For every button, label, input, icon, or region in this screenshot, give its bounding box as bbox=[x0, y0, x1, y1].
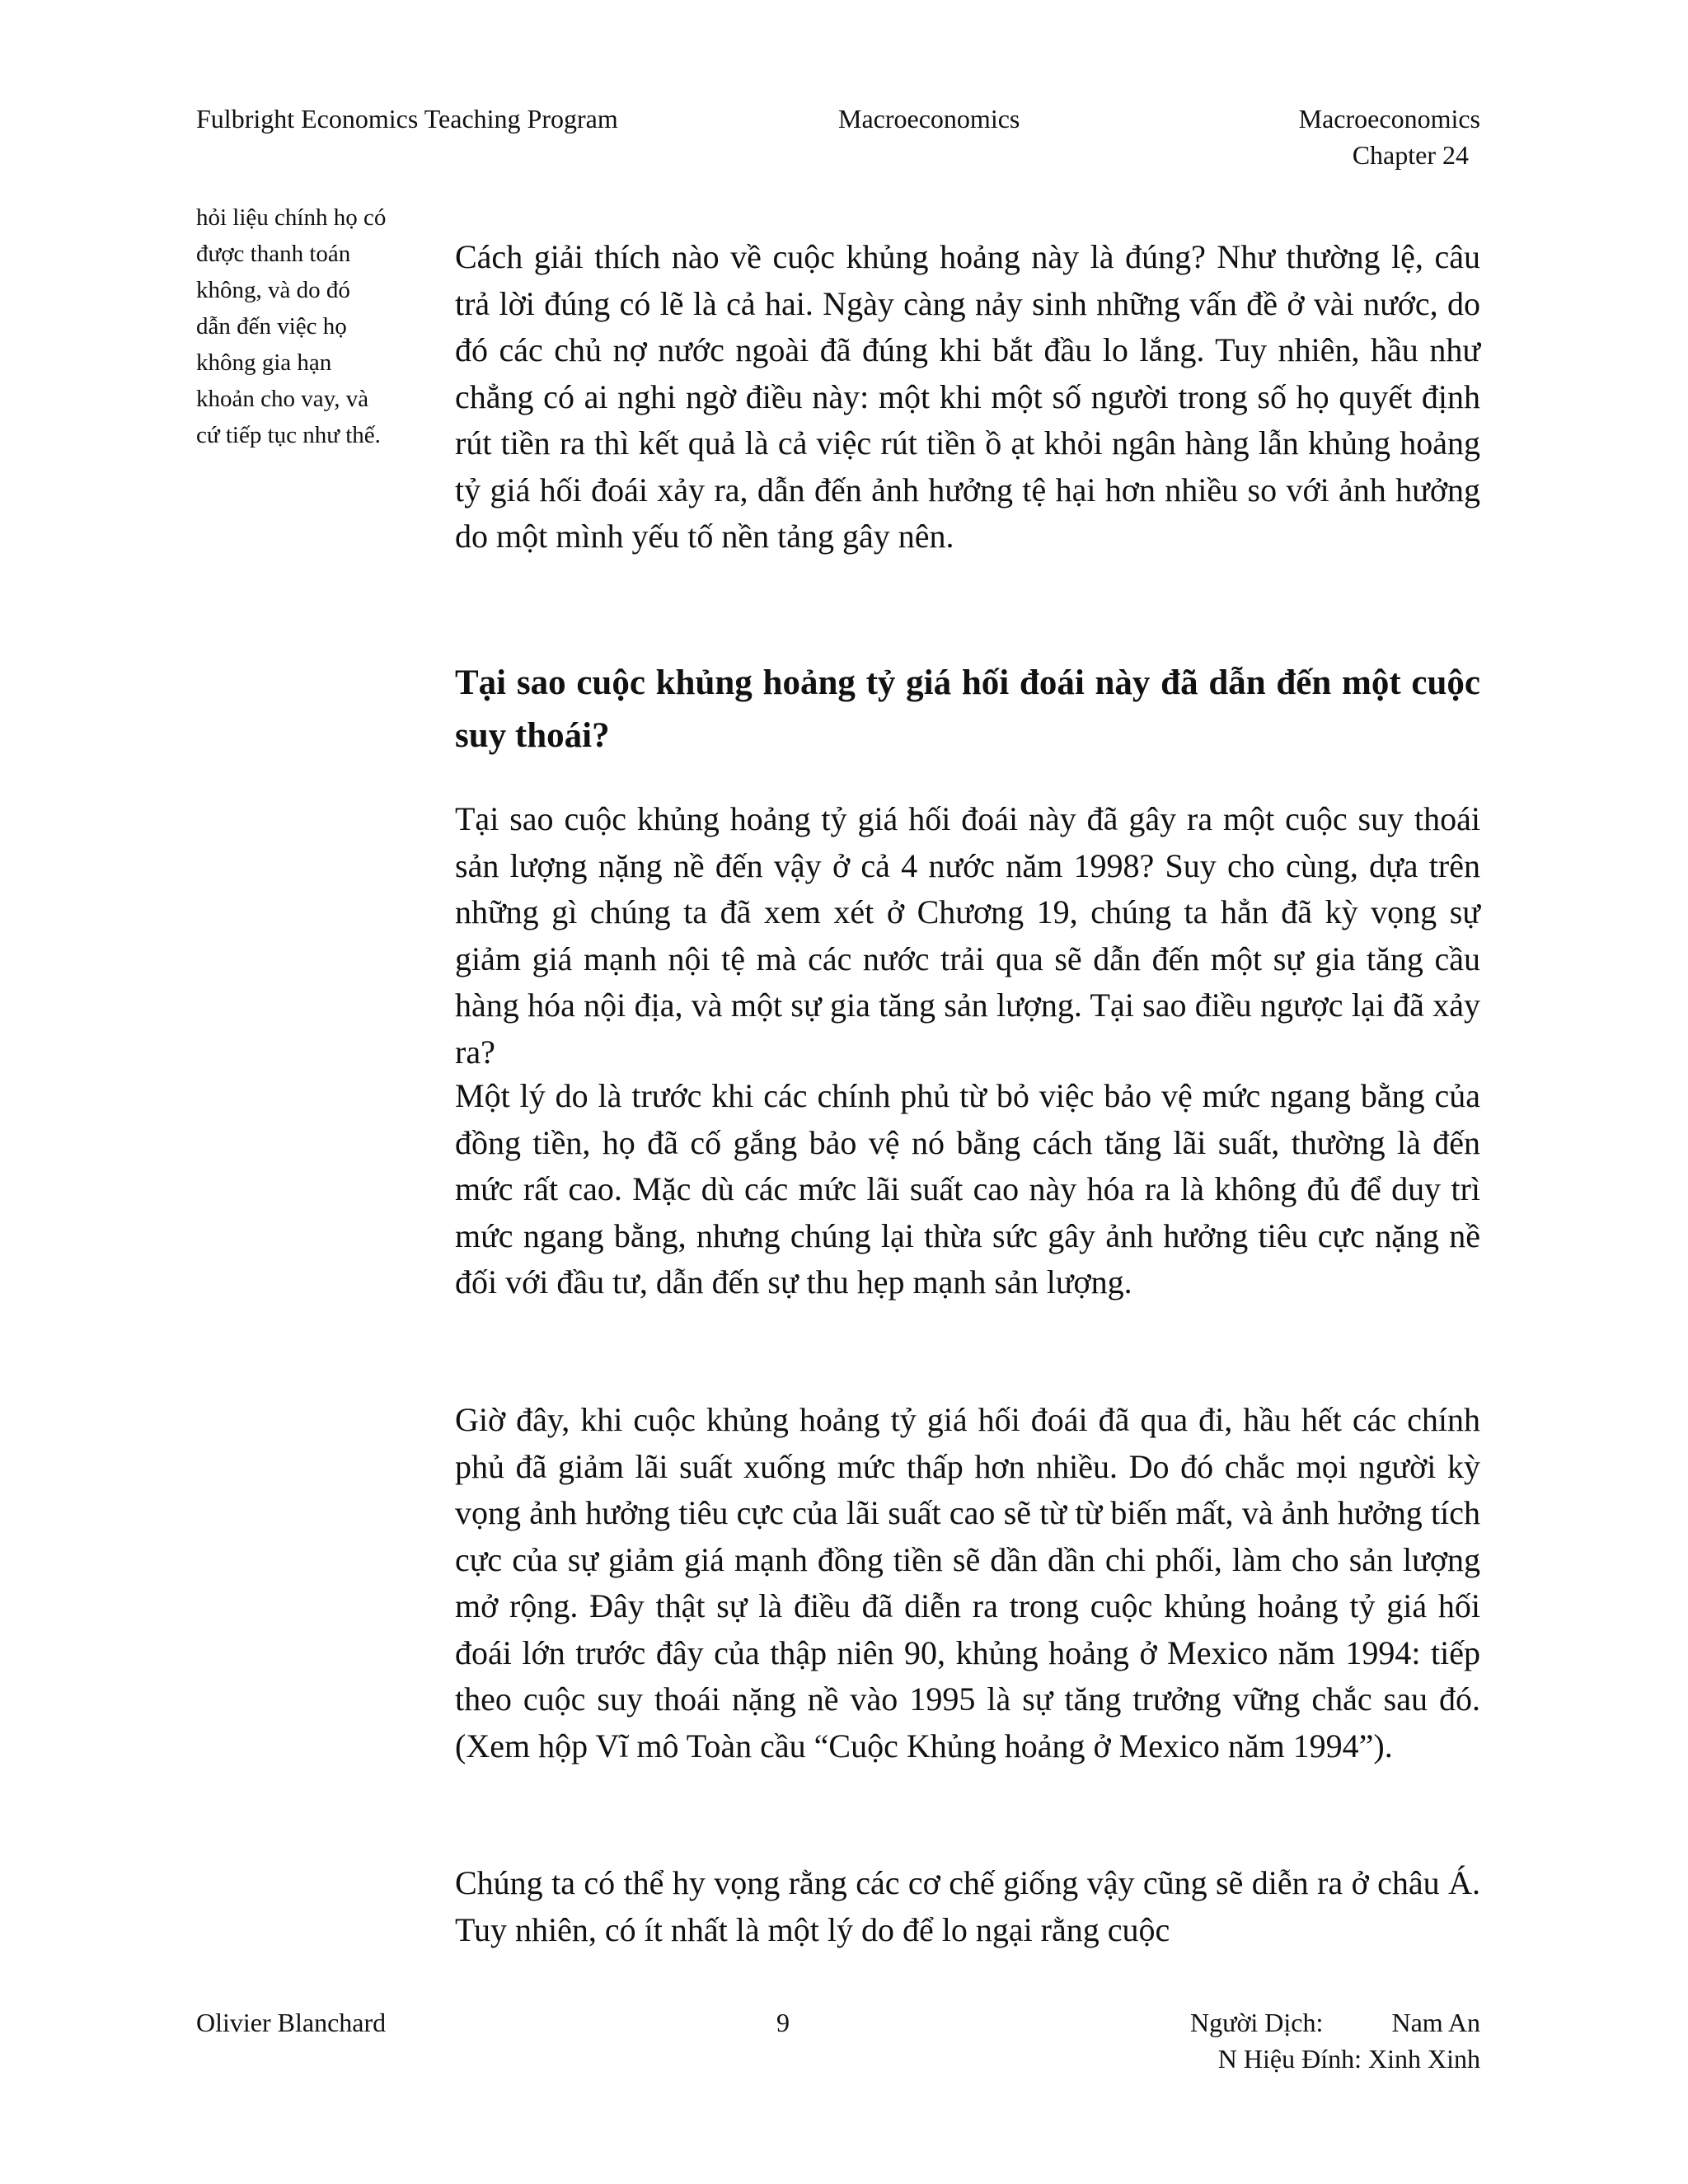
margin-note bbox=[196, 199, 443, 453]
body-paragraph-4: Giờ đây, khi cuộc khủng hoảng tỷ giá hối đoái đã qua đi, hầu hết các chính phủ đã giảm lãi suất xuống mức thấp hơn nhiều. Do đó chắc mọi người kỳ vọng ảnh hưởng tiêu cực của lãi suất cao sẽ từ từ biến mất, và ảnh hưởng tích cực của sự giảm giá mạnh đồng tiền sẽ dần dần chi phối, làm cho sản lượng mở rộng. Đây thật sự là điều đã diễn ra trong cuộc khủng hoảng tỷ giá hối đoái lớn trước đây của thập niên 90, khủng hoảng ở Mexico năm 1994: tiếp theo cuộc suy thoái nặng nề vào 1995 là sự tăng trưởng vững chắc sau đó. (Xem hộp Vĩ mô Toàn cầu “Cuộc Khủng hoảng ở Mexico năm 1994”). bbox=[455, 1401, 1480, 1765]
header-book-title: Macroeconomics bbox=[1298, 104, 1480, 134]
margin-note-line: hỏi liệu chính họ có bbox=[196, 204, 387, 231]
margin-note-line: dẫn đến việc họ bbox=[196, 313, 347, 340]
body-paragraph-5: Chúng ta có thể hy vọng rằng các cơ chế giống vậy cũng sẽ diễn ra ở châu Á. Tuy nhiên, có ít nhất là một lý do để lo ngại rằng cuộc bbox=[455, 1864, 1480, 1948]
margin-note-line: được thanh toán bbox=[196, 241, 351, 267]
page-number: 9 bbox=[776, 2008, 790, 2037]
margin-note-line: không, và do đó bbox=[196, 277, 350, 303]
footer-editor: N Hiệu Đính: Xinh Xinh bbox=[1217, 2044, 1480, 2074]
footer-author: Olivier Blanchard bbox=[196, 2008, 387, 2037]
body-paragraph-1: Cách giải thích nào về cuộc khủng hoảng này là đúng? Như thường lệ, câu trả lời đúng có lẽ là cả hai. Ngày càng nảy sinh những vấn đề ở vài nước, do đó các chủ nợ nước ngoài đã đúng khi bắt đầu lo lắng. Tuy nhiên, hầu như chẳng có ai nghi ngờ điều này: một khi một số người trong số họ quyết định rút tiền ra thì kết quả là cả việc rút tiền ồ ạt khỏi ngân hàng lẫn khủng hoảng tỷ giá hối đoái xảy ra, dẫn đến ảnh hưởng tệ hại hơn nhiều so với ảnh hưởng do một mình yếu tố nền tảng gây nên. bbox=[455, 238, 1480, 555]
footer-translator-label: Người Dịch: bbox=[1190, 2008, 1324, 2037]
body-paragraph-3: Một lý do là trước khi các chính phủ từ bỏ việc bảo vệ mức ngang bằng của đồng tiền, họ đã cố gắng bảo vệ nó bằng cách tăng lãi suất, thường là đến mức rất cao. Mặc dù các mức lãi suất cao này hóa ra là không đủ để duy trì mức ngang bằng, nhưng chúng lại thừa sức gây ảnh hưởng tiêu cực nặng nề đối với đầu tư, dẫn đến sự thu hẹp mạnh sản lượng. bbox=[455, 1077, 1480, 1301]
header-course-title: Macroeconomics bbox=[838, 104, 1020, 134]
header-chapter-label: Chapter 24 bbox=[1352, 140, 1469, 170]
margin-note-line: không gia hạn bbox=[196, 349, 332, 376]
header-program-title: Fulbright Economics Teaching Program bbox=[196, 104, 618, 134]
footer-translator-name: Nam An bbox=[1391, 2008, 1480, 2037]
body-paragraph-2: Tại sao cuộc khủng hoảng tỷ giá hối đoái này đã gây ra một cuộc suy thoái sản lượng nặng nề đến vậy ở cả 4 nước năm 1998? Suy cho cùng, dựa trên những gì chúng ta đã xem xét ở Chương 19, chúng ta hẳn đã kỳ vọng sự giảm giá mạnh nội tệ mà các nước trải qua sẽ dẫn đến một sự gia tăng cầu hàng hóa nội địa, và một sự gia tăng sản lượng. Tại sao điều ngược lại đã xảy ra? bbox=[455, 800, 1480, 1071]
margin-note-line: cứ tiếp tục như thế. bbox=[196, 422, 381, 448]
margin-note-line: khoản cho vay, và bbox=[196, 386, 369, 412]
section-heading: Tại sao cuộc khủng hoảng tỷ giá hối đoái này đã dẫn đến một cuộc suy thoái? bbox=[455, 663, 1480, 755]
